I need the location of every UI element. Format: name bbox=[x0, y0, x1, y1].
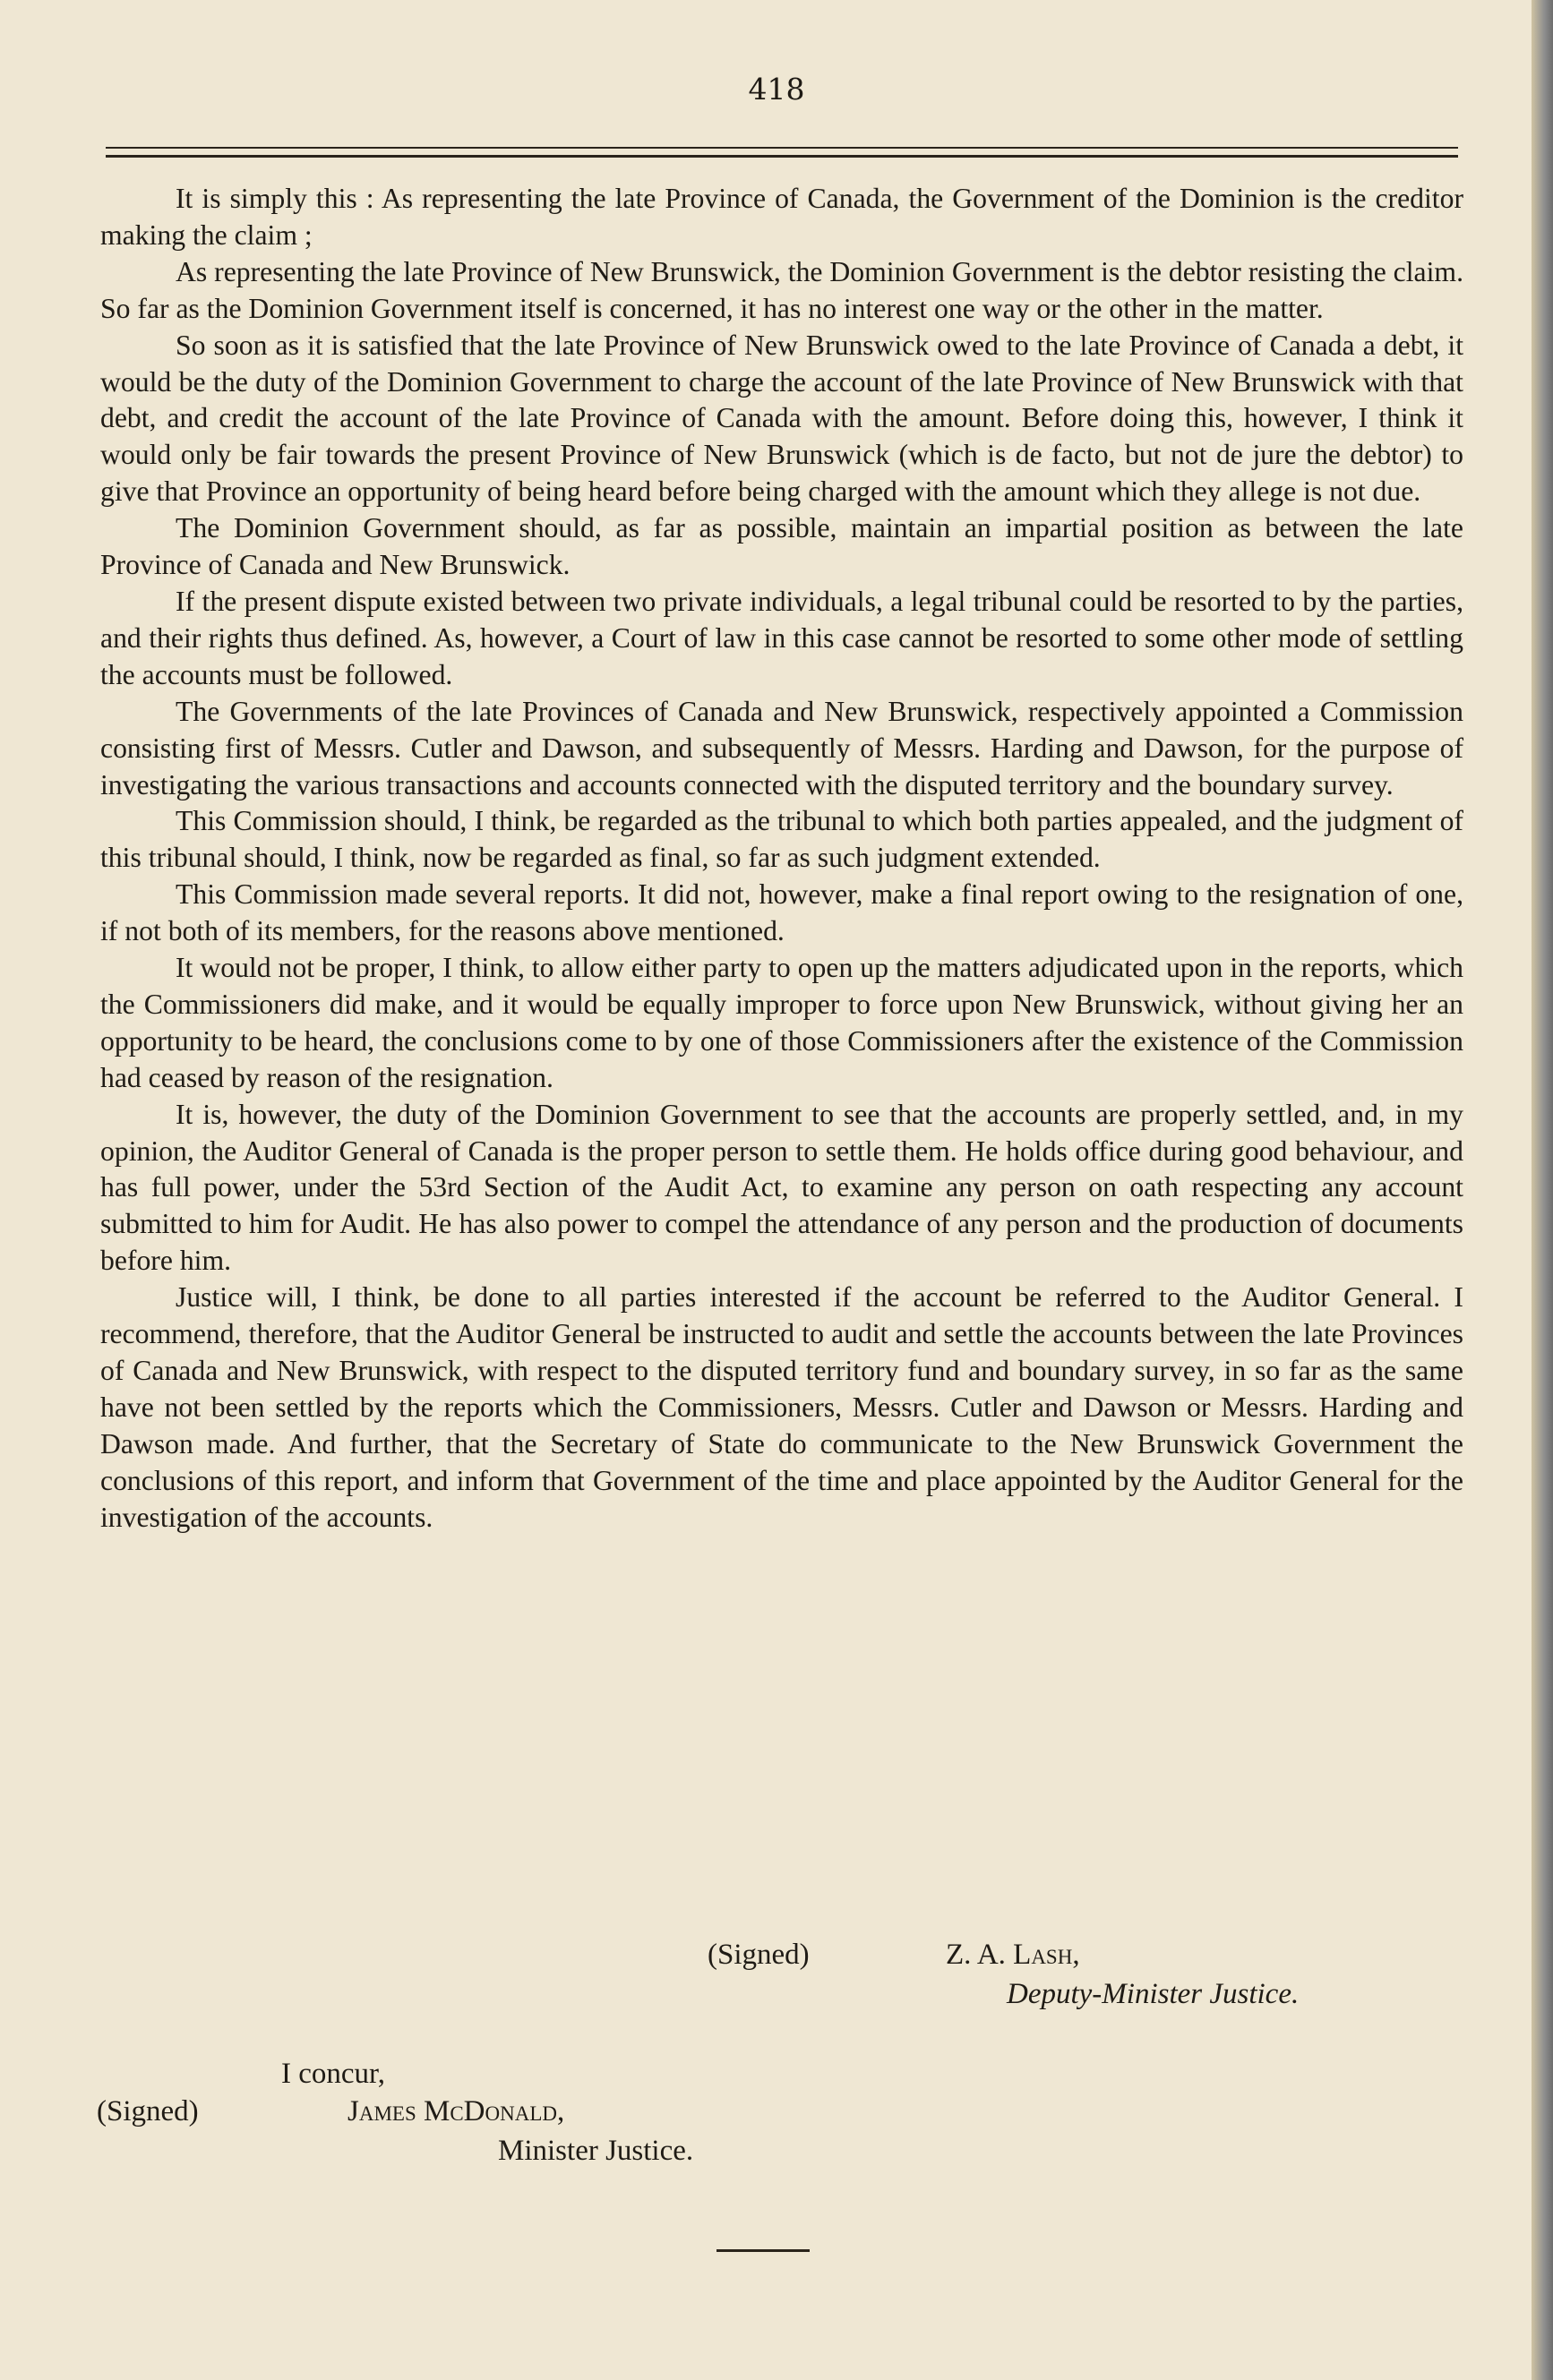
paragraph: This Commission made several reports. It did not, however, make a final report owing to the resignation of one, if not both of its members, for the reasons above mentioned. bbox=[100, 878, 1463, 947]
paragraph: It would not be proper, I think, to allow either party to open up the matters adjudicated upon in the reports, which the Commissioners did make, and it would be equally improper to force upon New Brunswick, without giving her an opportunity to be heard, the conclusions come to by one of those Commissioners after the existence of the Commission had ceased by reason of the resignation. bbox=[100, 952, 1463, 1093]
body-text bbox=[100, 181, 1463, 1537]
signatory-title: Deputy-Minister Justice. bbox=[1007, 1978, 1300, 2010]
paragraph: It is, however, the duty of the Dominion Government to see that the accounts are properly settled, and, in my opinion, the Auditor General of Canada is the proper person to settle them. He holds office during good behaviour, and has full power, under the 53rd Section of the Audit Act, to examine any person on oath respecting any account submitted to him for Audit. He has also power to compel the attendance of any person and the production of documents before him. bbox=[100, 1098, 1463, 1277]
signatory-name: Z. A. Lash, bbox=[946, 1939, 1080, 1971]
concur-text: I concur, bbox=[281, 2058, 385, 2090]
concur-name: James McDonald, bbox=[347, 2095, 565, 2127]
paragraph: So soon as it is satisfied that the late Province of New Brunswick owed to the late Province of Canada a debt, it would be the duty of the Dominion Government to charge the account of the late Province of New Brunswick with that debt, and credit the account of the late Province of Canada with the amount. Before doing this, however, I think it would only be fair towards the present Province of New Brunswick (which is de facto, but not de jure the debtor) to give that Province an opportunity of being heard before being charged with the amount which they allege is not due. bbox=[100, 329, 1463, 508]
header-rule-thick bbox=[106, 155, 1458, 158]
paragraph: It is simply this : As representing the late Province of Canada, the Government of the Dominion is the creditor making the claim ; bbox=[100, 183, 1463, 251]
paragraph: As representing the late Province of New Brunswick, the Dominion Government is the debtor resisting the claim. So far as the Dominion Government itself is concerned, it has no interest one way or the other in the matter. bbox=[100, 255, 1463, 324]
paragraph: Justice will, I think, be done to all parties interested if the account be referred to the Auditor General. I recommend, therefore, that the Auditor General be instructed to audit and settle the accounts between the late Provinces of Canada and New Brunswick, with respect to the disputed territory fund and boundary survey, in so far as the same have not been settled by the reports which the Commissioners, Messrs. Cutler and Dawson or Messrs. Harding and Dawson made. And further, that the Secretary of State do communicate to the New Brunswick Government the conclusions of this report, and inform that Government of the time and place appointed by the Auditor General for the investigation of the accounts. bbox=[100, 1281, 1463, 1533]
paragraph: The Dominion Government should, as far as possible, maintain an impartial position as between the late Province of Canada and New Brunswick. bbox=[100, 512, 1463, 581]
paragraph: This Commission should, I think, be regarded as the tribunal to which both parties appealed, and the judgment of this tribunal should, I think, now be regarded as final, so far as such judgment extended. bbox=[100, 805, 1463, 874]
concur-title: Minister Justice. bbox=[498, 2135, 694, 2167]
signed-label: (Signed) bbox=[708, 1939, 810, 1971]
page-edge bbox=[1532, 0, 1553, 2380]
paragraph: If the present dispute existed between two private individuals, a legal tribunal could be resorted to by the parties, and their rights thus defined. As, however, a Court of law in this case cannot be resorted to some other mode of settling the accounts must be followed. bbox=[100, 585, 1463, 690]
end-rule bbox=[716, 2249, 810, 2252]
paragraph: The Governments of the late Provinces of Canada and New Brunswick, respectively appointed a Commission consisting first of Messrs. Cutler and Dawson, and subsequently of Messrs. Harding and Dawson, for the purpose of investigating the various transactions and accounts connected with the disputed territory and the boundary survey. bbox=[100, 695, 1463, 800]
page-number: 418 bbox=[748, 72, 805, 107]
header-rule-thin bbox=[106, 147, 1458, 149]
concur-signed-label: (Signed) bbox=[97, 2095, 199, 2127]
